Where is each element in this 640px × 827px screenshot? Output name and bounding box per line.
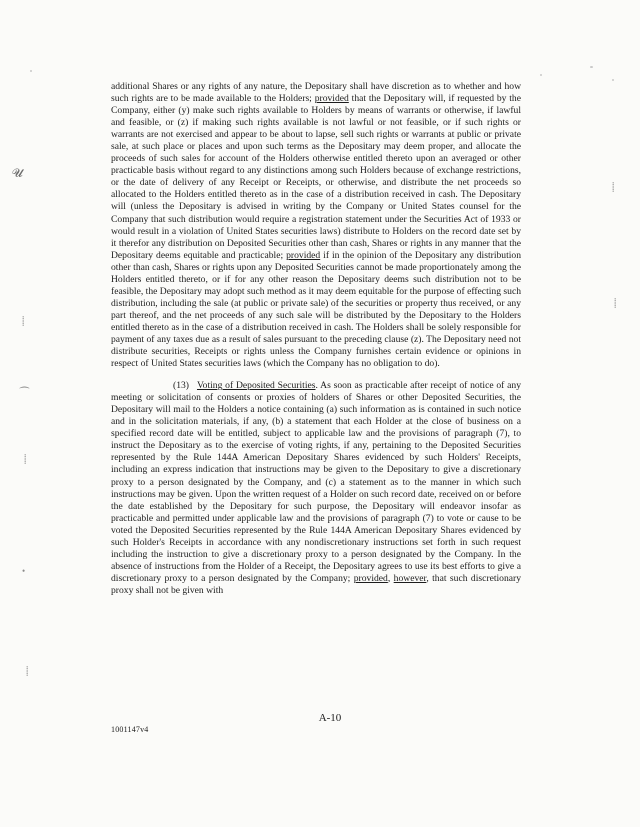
provided-term: provided — [314, 93, 349, 105]
scan-speck — [540, 74, 542, 76]
margin-mark: ⸽ — [612, 182, 615, 192]
provided-term: provided — [286, 249, 321, 261]
margin-mark: 𝓤 — [12, 166, 23, 180]
paragraph-number: (13) — [173, 380, 189, 392]
scan-speck — [590, 66, 593, 68]
body-text — [111, 81, 521, 597]
margin-mark: ⸽ — [614, 298, 617, 308]
margin-mark: ⸽ — [22, 316, 25, 326]
scan-speck — [30, 70, 32, 72]
text-segment: . As soon as practicable after receipt of notice of any meeting or solicitation of consents or proxies of holders of Shares or other Deposited Securities, the Depositary will mail to the Holders a notice containing (a) such information as is contained in such notice and in the solicitation materials, if any, (b) a statement that each Holder at the close of business on a specified record date will be entitled, subject to applicable law and the provisions of paragraph (7), to instruct the Depositary as to the exercise of voting rights, if any, pertaining to the Deposited Securities represented by the Rule 144A American Depositary Shares evidenced by such Holders' Receipts, including an express indication that instructions may be given to the Depositary to give a discretionary proxy to a person designated by the Company, and (c) a statement as to the manner in which such instructions may be given. Upon the written request of a Holder on such record date, received on or before the date established by the Depositary for such purpose, the Depositary will endeavor insofar as practicable and permitted under applicable law and the provisions of paragraph (7) to vote or cause to be voted the Deposited Securities represented by the Rule 144A American Depositary Shares evidenced by such Holder's Receipts in accordance with any nondiscretionary instructions set forth in such request including the instruction to give a discretionary proxy to a person designated by the Company. In the absence of instructions from the Holder of a Receipt, the Depositary agrees to use its best efforts to give a discretionary proxy to a person designated by the Company; — [111, 380, 521, 584]
text-segment: , that such discretionary proxy shall not be given with — [111, 572, 521, 596]
scan-speck — [612, 79, 614, 81]
text-segment: , — [387, 572, 394, 584]
margin-mark: ⸽ — [26, 666, 29, 676]
text-segment: additional Shares or any rights of any nature, the Depositary shall have discretion as to whether and how such rights are to be made available to the Holders; — [111, 81, 521, 105]
paragraph-voting — [111, 380, 521, 597]
paragraph-rights-distribution — [111, 81, 521, 370]
section-heading: Voting of Deposited Securities — [196, 380, 316, 392]
text-segment: that the Depositary will, if requested by the Company, either (y) make such rights available to Holders by means of warrants or otherwise, if lawful and feasible, or (z) if making such rights available is not lawful or not feasible, or if such rights or warrants are not exercised and appear to be about to lapse, sell such rights or warrants at public or private sale, at such place or places and upon such terms as the Depositary may deem proper, and allocate the proceeds of such sales for account of the Holders otherwise entitled thereto upon an averaged or other practicable basis without regard to any distinctions among such Holders because of exchange restrictions, or the date of delivery of any Receipt or Receipts, or otherwise, and distribute the net proceeds so allocated to the Holders entitled thereto as in the case of a distribution received in cash. The Depositary will (unless the Depositary is advised in writing by the Company or United States counsel for the Company that such distribution would require a registration statement under the Securities Act of 1933 or would result in a violation of United States securities laws) distribute to Holders on the record date set by it therefor any distribution on Deposited Securities other than cash, Shares or rights in any manner that the Depositary deems equitable and practicable; — [111, 93, 521, 261]
margin-mark: • — [22, 566, 26, 576]
margin-mark: ⸽ — [24, 454, 27, 464]
provided-term: provided — [353, 572, 388, 584]
document-id: 1001147v4 — [111, 725, 149, 734]
however-term: however — [393, 572, 427, 584]
text-segment: if in the opinion of the Depositary any distribution other than cash, Shares or rights upon any Deposited Securities cannot be made proportionately among the Holders entitled thereto, or if for any other reason the Depositary deems such distribution not to be feasible, the Depositary may adopt such method as it may deem equitable for the purpose of effecting such distribution, including the sale (at public or private sale) of the securities or property thus received, or any part thereof, and the net proceeds of any such sale will be distributed by the Depositary to the Holders entitled thereto as in the case of a distribution received in cash. The Holders shall be solely responsible for payment of any taxes due as a result of sales pursuant to the preceding clause (z). The Depositary need not distribute securities, Receipts or rights unless the Company furnishes certain evidence or opinions in respect of United States securities laws (which the Company has no obligation to do). — [111, 249, 522, 370]
margin-mark: ⁀ — [20, 388, 29, 400]
page-number: A-10 — [318, 712, 342, 724]
